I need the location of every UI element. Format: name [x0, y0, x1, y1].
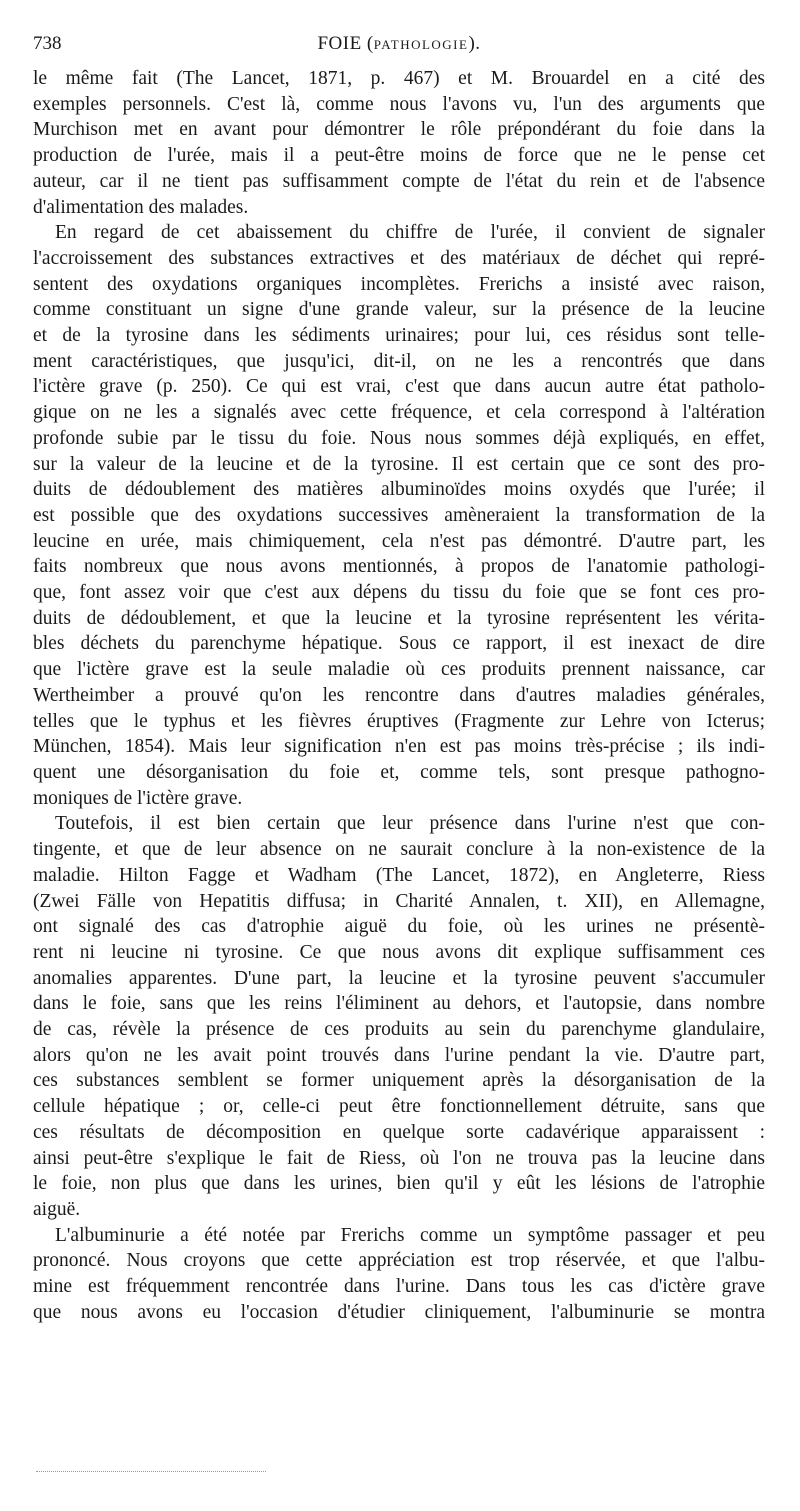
running-head-main: FOIE ( [317, 33, 374, 54]
text-line: que l'ictère grave est la seule maladie où ces produits prennent naissance, car [33, 659, 765, 681]
text-line: auteur, car il ne tient pas suffisamment compte de l'état du rein et de l'absence [33, 170, 765, 192]
text-line: le même fait (The Lancet, 1871, p. 467) et M. Brouardel en a cité des [33, 68, 765, 89]
text-line: cellule hépatique ; or, celle-ci peut être fonctionnellement détruite, sans que [33, 1096, 765, 1118]
text-line: sentent des oxydations organiques incomplètes. Frerichs a insisté avec raison, [33, 273, 765, 295]
text-line: et de la tyrosine dans les sédiments urinaires; pour lui, ces résidus sont telle- [33, 325, 765, 347]
body-text [33, 66, 765, 1325]
text-line: ainsi peut-être s'explique le fait de Riess, où l'on ne trouva pas la leucine dans [33, 1147, 765, 1169]
text-line: prononcé. Nous croyons que cette appréciation est trop réservée, et que l'albu- [33, 1250, 765, 1272]
text-line: que nous avons eu l'occasion d'étudier cliniquement, l'albuminurie se montra [33, 1301, 765, 1323]
text-line: est possible que des oxydations successives amèneraient la transformation de la [33, 504, 765, 526]
text-line: production de l'urée, mais il a peut-être moins de force que ne le pense cet [33, 145, 765, 167]
text-line: mine est fréquemment rencontrée dans l'urine. Dans tous les cas d'ictère grave [33, 1276, 765, 1298]
text-line: rent ni leucine ni tyrosine. Ce que nous avons dit explique suffisamment ces [33, 941, 765, 963]
text-line: l'ictère grave (p. 250). Ce qui est vrai, c'est que dans aucun autre état patholo- [33, 376, 765, 398]
text-line: comme constituant un signe d'une grande valeur, sur la présence de la leucine [33, 299, 765, 321]
text-line: exemples personnels. C'est là, comme nous l'avons vu, l'un des arguments que [33, 93, 765, 115]
text-line: que, font assez voir que c'est aux dépens du tissu du foie que se font ces pro- [33, 582, 765, 604]
text-line: leucine en urée, mais chimiquement, cela n'est pas démontré. D'autre part, les [33, 530, 765, 552]
text-line: En regard de cet abaissement du chiffre de l'urée, il convient de signaler [55, 222, 765, 244]
text-line: d'alimentation des malades. [33, 196, 249, 218]
text-line: profonde subie par le tissu du foie. Nous nous sommes déjà expliqués, en effet, [33, 427, 765, 449]
text-line: duits de dédoublement, et que la leucine et la tyrosine représentent les vérita- [33, 607, 765, 629]
text-line: quent une désorganisation du foie et, comme tels, sont presque pathogno- [33, 761, 765, 783]
text-line: sur la valeur de la leucine et de la tyrosine. Il est certain que ce sont des pro- [33, 453, 765, 475]
text-line: dans le foie, sans que les reins l'éliminent au dehors, et l'autopsie, dans nombre [33, 993, 765, 1015]
text-line: alors qu'on ne les avait point trouvés dans l'urine pendant la vie. D'autre part, [33, 1044, 765, 1066]
text-line: ces substances semblent se former uniquement après la désorganisation de la [33, 1070, 765, 1092]
text-line: L'albuminurie a été notée par Frerichs comme un symptôme passager et peu [55, 1224, 765, 1246]
text-line: telles que le typhus et les fièvres éruptives (Fragmente zur Lehre von Icterus; [33, 710, 765, 732]
text-line: (Zwei Fälle von Hepatitis diffusa; in Charité Annalen, t. XII), en Allemagne, [33, 890, 765, 912]
running-head-smallcaps: PATHOLOGIE [373, 37, 469, 52]
text-line: ment caractéristiques, que jusqu'ici, dit-il, on ne les a rencontrés que dans [33, 350, 765, 372]
running-head [33, 30, 765, 59]
text-line: l'accroissement des substances extractives et des matériaux de déchet qui repré- [33, 247, 765, 269]
text-line: bles déchets du parenchyme hépatique. Sous ce rapport, il est inexact de dire [33, 633, 765, 655]
text-line: München, 1854). Mais leur signification n'en est pas moins très-précise ; ils indi- [33, 736, 765, 758]
text-line: Wertheimber a prouvé qu'on les rencontre dans d'autres maladies générales, [33, 684, 765, 706]
running-head-close: ). [468, 33, 481, 54]
page-header [33, 30, 765, 58]
text-line: le foie, non plus que dans les urines, bien qu'il y eût les lésions de l'atrophie [33, 1173, 765, 1195]
text-line: tingente, et que de leur absence on ne saurait conclure à la non-existence de la [33, 839, 765, 861]
text-line: Toutefois, il est bien certain que leur présence dans l'urine n'est que con- [55, 813, 765, 835]
text-line: ces résultats de décomposition en quelque sorte cadavérique apparaissent : [33, 1121, 765, 1143]
text-line: anomalies apparentes. D'une part, la leucine et la tyrosine peuvent s'accumuler [33, 967, 765, 989]
text-line: Murchison met en avant pour démontrer le rôle prépondérant du foie dans la [33, 119, 765, 141]
footer-dotted-rule [36, 1471, 266, 1472]
text-line: de cas, révèle la présence de ces produits au sein du parenchyme glandulaire, [33, 1019, 765, 1041]
page-number: 738 [33, 33, 62, 54]
text-line: faits nombreux que nous avons mentionnés, à propos de l'anatomie pathologi- [33, 556, 765, 578]
text-line: aiguë. [33, 1198, 81, 1220]
text-line: ont signalé des cas d'atrophie aiguë du foie, où les urines ne présentè- [33, 916, 765, 938]
text-line: moniques de l'ictère grave. [33, 787, 243, 809]
text-line: maladie. Hilton Fagge et Wadham (The Lancet, 1872), en Angleterre, Riess [33, 864, 765, 886]
text-line: gique on ne les a signalés avec cette fréquence, et cela correspond à l'altération [33, 402, 765, 424]
text-line: duits de dédoublement des matières albuminoïdes moins oxydés que l'urée; il [33, 479, 765, 501]
